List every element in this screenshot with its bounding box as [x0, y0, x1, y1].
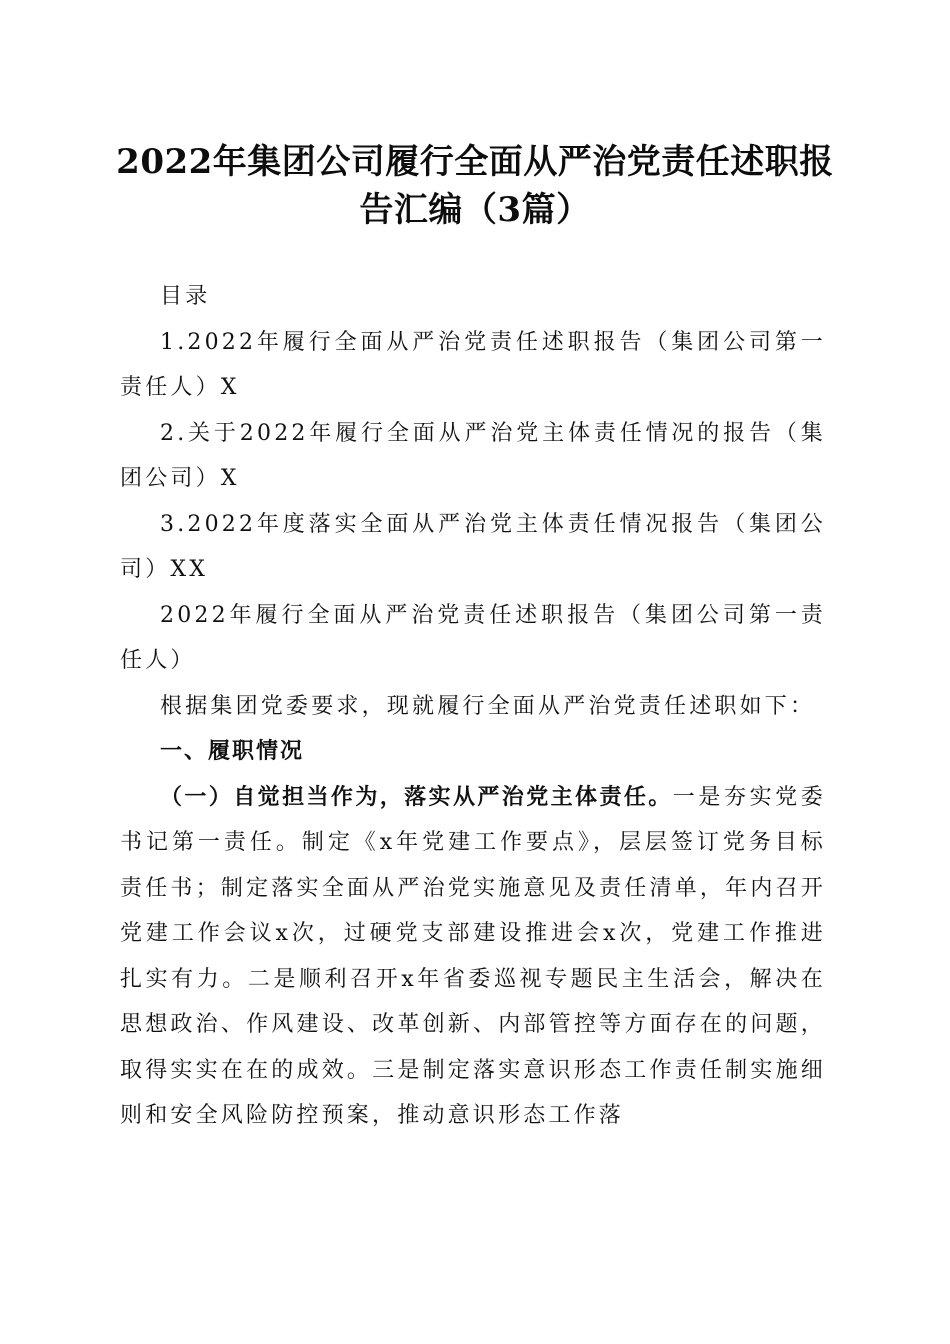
article-title: 2022年履行全面从严治党责任述职报告（集团公司第一责任人）	[120, 602, 826, 673]
section-heading-1: 一、履职情况	[160, 739, 305, 764]
toc-heading: 目录	[160, 284, 211, 309]
toc-item-3: 3.2022年度落实全面从严治党主体责任情况报告（集团公司）XX	[120, 511, 826, 582]
document-body	[120, 274, 826, 1139]
document-title: 2022年集团公司履行全面从严治党责任述职报告汇编（3篇）	[116, 142, 834, 230]
paragraph-1-lead: （一）自觉担当作为，落实从严治党主体责任。	[160, 784, 673, 810]
toc-item-2: 2.关于2022年履行全面从严治党主体责任情况的报告（集团公司）X	[120, 420, 826, 491]
article-intro: 根据集团党委要求，现就履行全面从严治党责任述职如下：	[160, 693, 816, 719]
paragraph-1	[120, 775, 826, 1139]
toc-item-1: 1.2022年履行全面从严治党责任述职报告（集团公司第一责任人）X	[120, 329, 826, 400]
paragraph-1-body: 一是夯实党委书记第一责任。制定《x年党建工作要点》，层层签订党务目标责任书；制定落实全面从严治党实施意见及责任清单，年内召开党建工作会议x次，过硬党支部建设推进会x次，党建工作推进扎实有力。二是顺利召开x年省委巡视专题民主生活会，解决在思想政治、作风建设、改革创新、内部管控等方面存在的问题，取得实实在在的成效。三是制定落实意识形态工作责任制实施细则和安全风险防控预案，推动意识形态工作落	[120, 784, 826, 1128]
